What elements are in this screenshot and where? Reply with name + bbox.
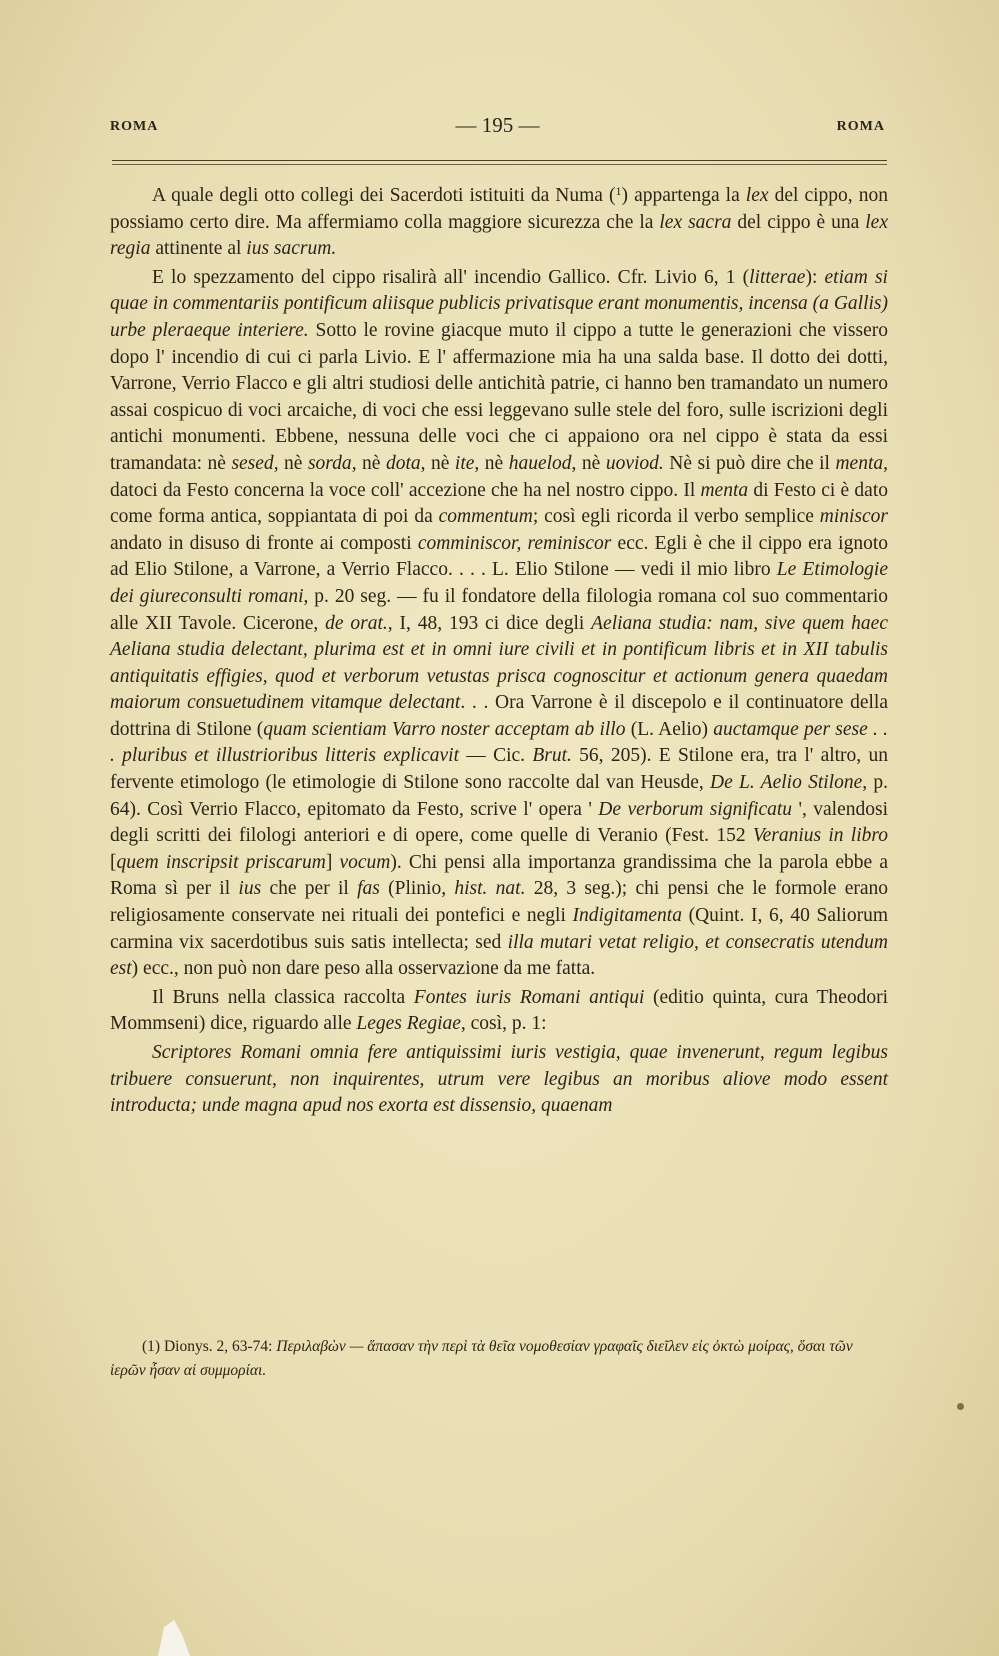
text-run: andato in disuso di fronte ai composti <box>110 532 418 554</box>
text-run: — Cic. <box>459 745 533 767</box>
italic-text: vocum <box>339 851 391 873</box>
text-run: Dionys. 2, 63-74: <box>160 1338 277 1355</box>
italic-text: fas <box>357 878 380 900</box>
body-text <box>110 178 888 1122</box>
italic-text: Περιλαβὼν — ἅπασαν τὴν περὶ τὰ θεῖα νομοθεσίαν γραφαῖς διεῖλεν εἰς ὀκτὼ μοίρας, ὅσαι τῶν ἱερῶν ἦσαν αἱ συμμορίαι. <box>110 1338 853 1379</box>
text-run: ). Chi pensi alla importanza grandissima che la parola ebbe a Roma sì per il <box>110 851 889 900</box>
text-run: (editio quinta, cura Theodori Mommseni) dice, riguardo alle <box>110 986 888 1035</box>
text-run: , nè <box>571 452 606 474</box>
text-run: del cippo, non possiamo certo dire. Ma affermiamo colla maggiore sicurezza che la <box>110 185 888 233</box>
paragraph <box>110 178 888 263</box>
running-header <box>110 113 885 143</box>
text-run: ecc. Egli è che il cippo era ignoto ad Elio Stilone, a Varrone, a Verrio Flacco. . . . L. Elio Stilone — vedi il mio libro <box>110 532 888 581</box>
text-run: 56, 205). E Stilone era, tra l' altro, un fervente etimologo (le etimologie di Stilone sono raccolte dal van Heusde, <box>110 745 888 794</box>
italic-text: uoviod. <box>605 452 664 474</box>
text-run: ): <box>805 266 825 288</box>
italic-text: illa mutari vetat religio, et consecratis utendum est <box>110 931 888 980</box>
italic-text: miniscor <box>819 506 889 528</box>
text-run: ; così egli ricorda il verbo semplice <box>532 506 820 528</box>
italic-text: comminiscor, reminiscor <box>417 532 612 554</box>
italic-text: sesed <box>231 452 274 474</box>
text-run: , così, p. 1: <box>460 1013 547 1035</box>
text-run: Nè si può dire che il <box>663 452 836 474</box>
italic-text: Aeliana studia: nam, sive quem haec Aeliana studia delectant, plurima est et in omni iure civili et in pontificum libris et in XII tabulis antiquitatis effigies, quod et verborum vetustas prisca cognoscitur et actionum genera quaedam maiorum consuetudinem vitamque delectant <box>110 612 888 714</box>
text-run: ) ecc., non può non dare peso alla osservazione da me fatta. <box>131 958 596 980</box>
ink-spot <box>957 1403 964 1410</box>
footnote <box>110 1335 888 1383</box>
text-run: , nè <box>273 452 308 474</box>
text-run: , nè <box>474 452 509 474</box>
header-left-title: ROMA <box>110 119 159 134</box>
paragraph <box>110 265 888 983</box>
text-run: (Quint. I, 6, 40 Saliorum carmina vix sacerdotibus suis satis intellecta; sed <box>110 905 888 953</box>
paragraph <box>110 985 888 1038</box>
text-run: , p. 64). Così Verrio Flacco, epitomato da Festo, scrive l' opera ' <box>110 772 888 820</box>
italic-text: lex regia <box>110 211 888 260</box>
text-run: ', valendosi degli scritti dei filologi anteriori e di opere, come quelle di Veranio (Fest. 152 <box>110 798 888 847</box>
italic-text: de orat. <box>325 612 388 634</box>
italic-text: quem inscripsit priscarum <box>116 851 326 873</box>
italic-text: commentum <box>438 506 533 528</box>
text-run: , nè <box>351 452 386 474</box>
footnote-marker: (1) <box>142 1338 161 1355</box>
text-run: (Plinio, <box>379 878 455 900</box>
italic-text: auctamque per sese . . . pluribus et illustrioribus litteris explicavit <box>110 718 888 767</box>
text-run: ] <box>325 851 340 873</box>
italic-text: Veranius in libro <box>752 825 888 847</box>
italic-text: ite <box>454 452 475 474</box>
text-run: 28, 3 seg.); chi pensi che le formole erano religiosamente conservate nei rituali dei pontefici e negli <box>110 878 888 927</box>
text-run: che per il <box>261 878 358 900</box>
italic-text: De L. Aelio Stilone <box>710 772 863 794</box>
header-right-title: ROMA <box>836 119 885 134</box>
italic-text: etiam si quae in commentariis pontificum aliisque publicis privatisque erant monumentis, incensa (a Gallis) urbe pleraeque interiere. <box>110 266 888 341</box>
text-run: [ <box>110 851 117 873</box>
italic-text: ius sacrum. <box>246 238 337 260</box>
header-rule <box>112 160 887 161</box>
italic-text: hauelod <box>508 452 572 474</box>
italic-text: Leges Regiae <box>356 1013 461 1035</box>
italic-text: litterae <box>749 266 806 288</box>
text-run: Il Bruns nella classica raccolta <box>152 986 414 1008</box>
italic-text: De verborum significatu <box>598 798 793 820</box>
text-run: del cippo è una <box>731 211 866 233</box>
header-rule-secondary <box>112 164 887 165</box>
text-run: (L. Aelio) <box>625 718 714 740</box>
text-run: , nè <box>420 452 455 474</box>
italic-text: menta <box>700 479 749 501</box>
italic-text: menta <box>835 452 884 474</box>
text-run: , datoci da Festo concerna la voce coll' accezione che ha nel nostro cippo. Il <box>110 452 888 501</box>
italic-text: quam scientiam Varro noster acceptam ab illo <box>263 718 626 740</box>
text-run: A quale degli otto collegi dei Sacerdoti istituiti da Numa ( <box>152 185 616 206</box>
italic-text: ius <box>238 878 262 900</box>
text-run: Sotto le rovine giacque muto il cippo a tutte le generazioni che vissero dopo l' incendio di cui ci parla Livio. E l' affermazione mia ha una salda base. Il dotto dei dotti, Varrone, Verrio Flacco e gli altri studiosi delle antichità patrie, ci hanno ben tramandato un numero assai cospicuo di voci arcaiche, di voci che essi leggevano sulle stele del foro, sulle iscrizioni degli antichi monumenti. Ebbene, nessuna delle voci che ci appaiono ora nel cippo è stata da essi tramandata: nè <box>110 319 888 474</box>
text-run: di Festo ci è dato come forma antica, soppiantata di poi da <box>110 479 888 528</box>
text-run: . . . Ora Varrone è il discepolo e il continuatore della dottrina di Stilone ( <box>110 692 889 740</box>
paragraph <box>110 1040 888 1120</box>
italic-text: dota <box>385 452 421 474</box>
italic-text: hist. nat. <box>454 878 526 900</box>
text-run: ) appartenga la <box>621 185 746 206</box>
italic-text: Le Etimologie dei giureconsulti romani <box>110 559 888 607</box>
italic-text: sorda <box>307 452 352 474</box>
text-run: attinente al <box>150 238 247 260</box>
italic-text: Brut. <box>532 745 572 767</box>
italic-text: Scriptores Romani omnia fere antiquissimi iuris vestigia, quae invenerunt, regum legibus tribuere consuerunt, non inquirentes, utrum vere legibus an moribus aliove modo essent introducta; unde magna apud nos exorta est dissensio, quaenam <box>110 1042 888 1117</box>
footnote-ref: 1 <box>615 184 622 198</box>
italic-text: Fontes iuris Romani antiqui <box>413 986 645 1008</box>
text-run: E lo spezzamento del cippo risalirà all' incendio Gallico. Cfr. Livio 6, 1 ( <box>152 266 750 288</box>
torn-corner <box>150 1620 190 1656</box>
text-run: , I, 48, 193 ci dice degli <box>387 612 592 634</box>
page-number: — 195 — <box>455 113 540 137</box>
italic-text: Indigitamenta <box>572 905 682 927</box>
italic-text: lex sacra <box>659 211 732 233</box>
italic-text: lex <box>745 185 769 206</box>
text-run: , p. 20 seg. — fu il fondatore della filologia romana col suo commentario alle XII Tavole. Cicerone, <box>110 585 889 634</box>
